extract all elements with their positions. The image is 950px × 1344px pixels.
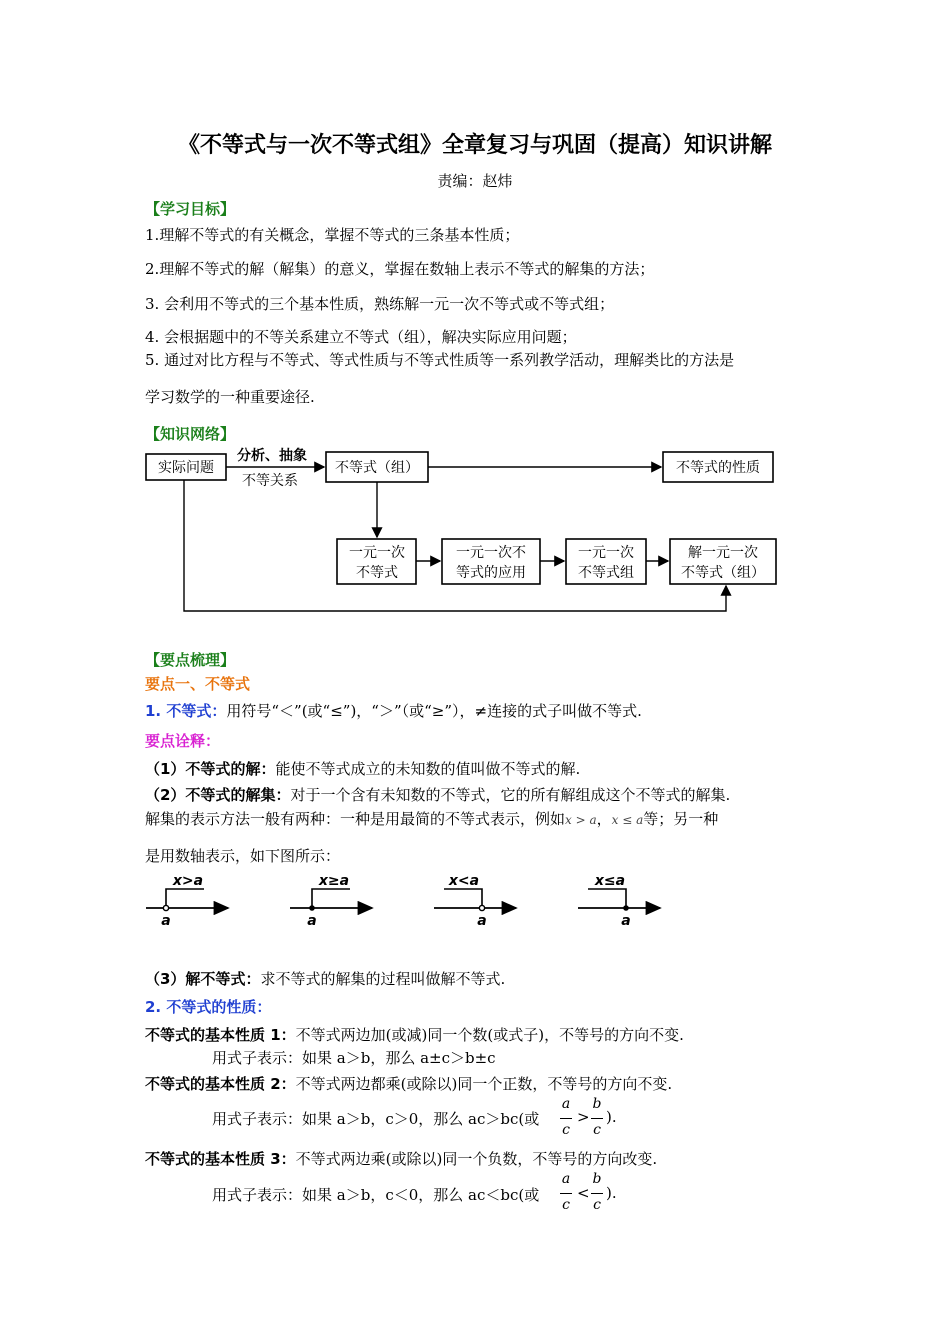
box-application-label-1: 一元一次不 — [456, 545, 526, 561]
solution-text: 能使不等式成立的未知数的值叫做不等式的解. — [275, 760, 581, 778]
solve-label: （3）解不等式： — [145, 970, 261, 988]
property2-operator: > — [577, 1108, 590, 1126]
solution-set-label: （2）不等式的解集： — [145, 786, 291, 804]
property2-formula-b: ). — [606, 1108, 617, 1126]
box-system-label-2: 不等式组 — [578, 565, 634, 581]
number-line-x-lt-a — [434, 873, 516, 929]
goal-item: 2.理解不等式的解（解集）的意义，掌握在数轴上表示不等式的解集的方法； — [145, 260, 655, 278]
closed-point — [623, 905, 629, 911]
representation-text-b: 等；另一种 — [643, 810, 719, 828]
knowledge-network-diagram — [140, 440, 790, 620]
representation-line-2: 是用数轴表示，如下图所示： — [145, 847, 341, 865]
solution-set-line — [145, 784, 730, 805]
network-heading: 【知识网络】 — [145, 425, 236, 443]
representation-example-1: x > a — [565, 813, 597, 827]
arrow-label-relation: 不等关系 — [242, 473, 298, 489]
property3-formula-a: 用式子表示：如果 a＞b，c＜0，那么 ac＜bc(或 — [212, 1186, 540, 1204]
property3-formula-b: ). — [606, 1184, 617, 1202]
goal-item: 1.理解不等式的有关概念，掌握不等式的三条基本性质； — [145, 226, 520, 244]
representation-text-a: 解集的表示方法一般有两种：一种是用最简的不等式表示，例如 — [145, 810, 566, 828]
solve-line — [145, 968, 505, 989]
goals-heading: 【学习目标】 — [145, 200, 236, 218]
definition-text: 用符号“＜”(或“≤”)，“＞”（或“≥”），≠连接的式子叫做不等式. — [226, 702, 642, 720]
property3-denominator-1: c — [562, 1197, 570, 1213]
representation-separator: ， — [596, 810, 612, 828]
number-line-label: x<a — [448, 873, 480, 889]
number-line-x-ge-a — [290, 873, 372, 929]
open-point — [479, 905, 484, 910]
goal-item: 3. 会利用不等式的三个基本性质，熟练解一元一次不等式或不等式组； — [145, 295, 615, 313]
property2-fraction-bar-1 — [560, 1118, 572, 1119]
box-inequality-label: 不等式（组） — [335, 460, 419, 476]
property3-line — [145, 1148, 657, 1169]
representation-line — [145, 808, 718, 829]
number-line-point: a — [621, 913, 631, 929]
number-line-point: a — [477, 913, 487, 929]
property3-operator: < — [577, 1184, 590, 1202]
solve-text: 求不等式的解集的过程叫做解不等式. — [260, 970, 506, 988]
properties-title: 2. 不等式的性质： — [145, 998, 272, 1016]
property1-text: 不等式两边加(或减)同一个数(或式子)，不等号的方向不变. — [295, 1026, 684, 1044]
property3-text: 不等式两边乘(或除以)同一个负数，不等号的方向改变. — [295, 1150, 658, 1168]
arrow-problem-solve — [184, 480, 726, 611]
property2-line — [145, 1073, 672, 1094]
goal-item: 4. 会根据题中的不等关系建立不等式（组），解决实际应用问题； — [145, 328, 577, 346]
representation-example-2: x ≤ a — [611, 813, 644, 827]
property2-denominator-2: c — [593, 1122, 601, 1138]
property3-denominator-2: c — [593, 1197, 601, 1213]
box-solve-label-2: 不等式（组） — [681, 565, 765, 581]
number-line-point: a — [161, 913, 171, 929]
property3-fraction-bar-2 — [591, 1193, 603, 1194]
closed-point — [309, 905, 315, 911]
property2-text: 不等式两边都乘(或除以)同一个正数，不等号的方向不变. — [295, 1075, 673, 1093]
box-properties-label: 不等式的性质 — [676, 460, 760, 476]
number-lines-figure — [140, 868, 680, 930]
explain-label: 要点诠释： — [145, 732, 221, 750]
property3-numerator-2: b — [592, 1171, 602, 1187]
property2-denominator-1: c — [562, 1122, 570, 1138]
property1-label: 不等式的基本性质 1： — [145, 1026, 296, 1044]
box-linear-label-1: 一元一次 — [349, 545, 405, 561]
property1-line — [145, 1024, 684, 1045]
number-line-x-le-a — [578, 873, 660, 929]
property2-numerator-1: a — [561, 1096, 571, 1112]
property2-formula-a: 用式子表示：如果 a＞b，c＞0，那么 ac＞bc(或 — [212, 1110, 540, 1128]
page-title: 《不等式与一次不等式组》全章复习与巩固（提高）知识讲解 — [177, 133, 772, 158]
number-line-label: x>a — [172, 873, 204, 889]
property2-label: 不等式的基本性质 2： — [145, 1075, 296, 1093]
solution-label: （1）不等式的解： — [145, 760, 276, 778]
box-problem-label: 实际问题 — [158, 460, 214, 476]
goal-item: 学习数学的一种重要途径. — [145, 388, 315, 406]
solution-line — [145, 758, 580, 779]
arrow-label-analysis: 分析、抽象 — [237, 448, 307, 464]
property2-numerator-2: b — [592, 1096, 602, 1112]
number-line-label: x≥a — [318, 873, 350, 889]
solution-set-text: 对于一个含有未知数的不等式，它的所有解组成这个不等式的解集. — [290, 786, 731, 804]
definition-label: 1. 不等式： — [145, 702, 227, 720]
point1-title: 要点一、不等式 — [145, 675, 251, 693]
definition-line — [145, 700, 642, 721]
number-line-x-gt-a — [146, 873, 228, 929]
box-linear-label-2: 不等式 — [356, 565, 398, 581]
box-application-label-2: 等式的应用 — [456, 565, 526, 581]
box-system-label-1: 一元一次 — [578, 545, 634, 561]
property3-label: 不等式的基本性质 3： — [145, 1150, 296, 1168]
open-point — [163, 905, 168, 910]
property2-fraction-bar-2 — [591, 1118, 603, 1119]
box-solve-label-1: 解一元一次 — [688, 545, 758, 561]
goal-item: 5. 通过对比方程与不等式、等式性质与不等式性质等一系列教学活动，理解类比的方法是 — [145, 351, 735, 369]
number-line-point: a — [307, 913, 317, 929]
editor-line: 责编：赵炜 — [437, 172, 513, 190]
number-line-label: x≤a — [594, 873, 626, 889]
property1-formula: 用式子表示：如果 a＞b，那么 a±c＞b±c — [212, 1049, 496, 1067]
property3-numerator-1: a — [561, 1171, 571, 1187]
property3-fraction-bar-1 — [560, 1193, 572, 1194]
points-heading: 【要点梳理】 — [145, 651, 236, 669]
